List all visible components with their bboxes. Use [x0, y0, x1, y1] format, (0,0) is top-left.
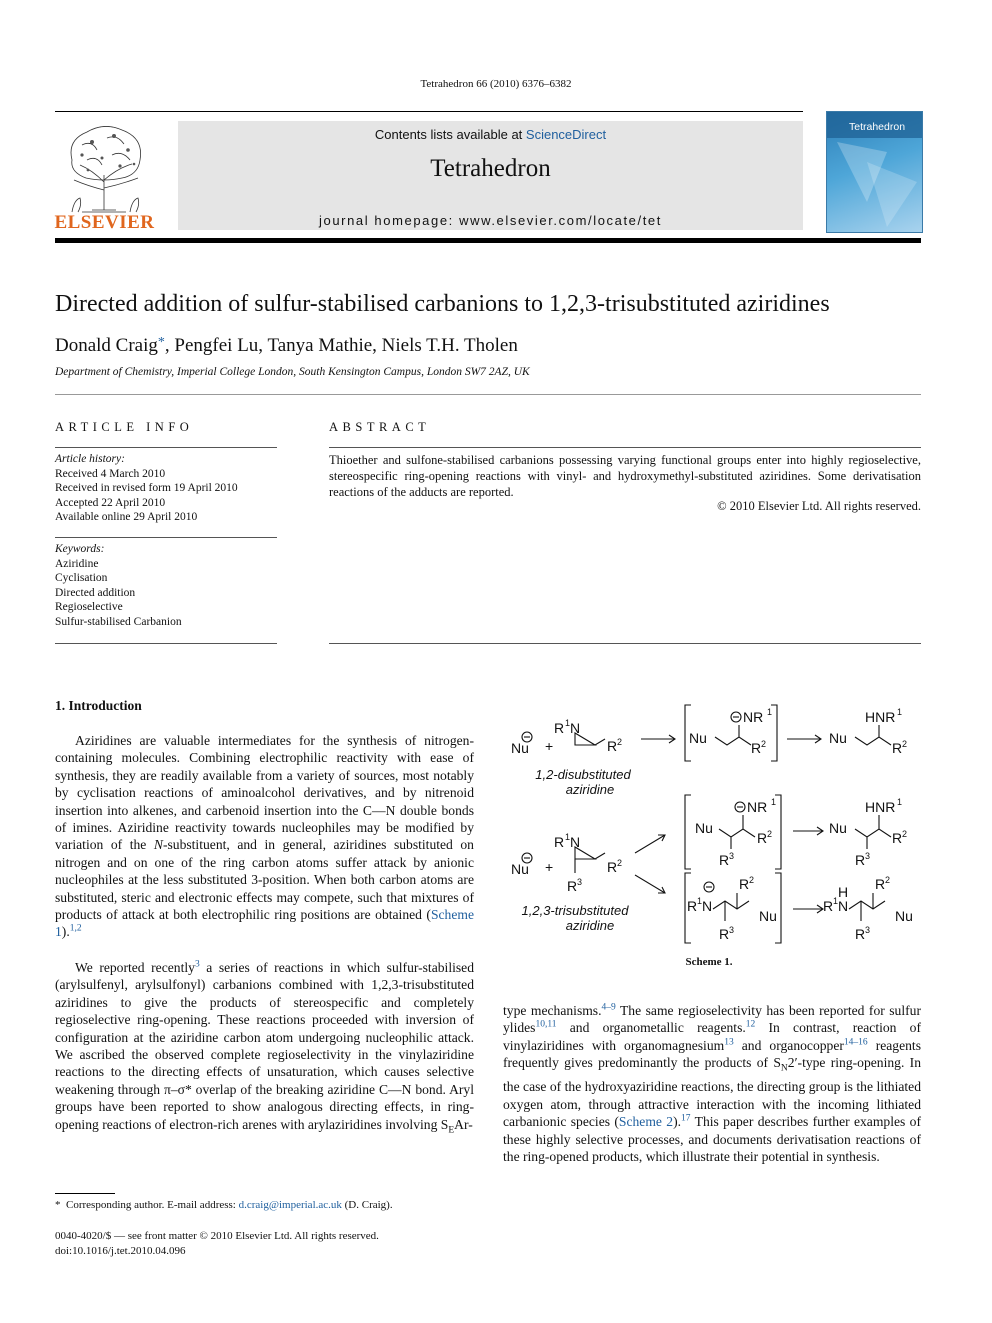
text-run: ). [673, 1114, 682, 1130]
superscript: 3 [865, 925, 871, 935]
text-run: ). [61, 924, 70, 940]
text-run: E [448, 1125, 455, 1136]
superscript: 2 [749, 875, 755, 885]
section-heading-introduction: 1. Introduction [55, 698, 142, 713]
nucleophile-label: Nu [511, 861, 529, 877]
superscript: 1 [565, 718, 571, 728]
intro-paragraph-2-continued [503, 1002, 921, 1165]
text-run: reagents frequently gives predominantly the products of S [503, 1037, 921, 1071]
r2-label: R [607, 738, 618, 754]
r1-label: R [554, 720, 565, 736]
superscript: 1 [897, 707, 903, 717]
text-run: type mechanisms. [503, 1003, 602, 1018]
nitrogen-label: N [570, 720, 581, 736]
r2-label: R [757, 830, 768, 846]
text-run: N [780, 1063, 788, 1074]
issn-doi-block [55, 1229, 379, 1259]
r2-label: R [892, 830, 903, 846]
doi-line[interactable]: doi:10.1016/j.tet.2010.04.096 [55, 1245, 186, 1257]
intro-paragraph-2 [55, 959, 474, 1140]
superscript: 1 [767, 707, 773, 717]
other-authors: , Pengfei Lu, Tanya Mathie, Niels T.H. Tholen [164, 335, 518, 356]
abstract-heading: ABSTRACT [329, 420, 431, 434]
r3-label: R [855, 852, 866, 868]
amine-label: HNR [865, 709, 896, 725]
superscript: 2 [767, 829, 773, 839]
reaction-arrow [635, 835, 665, 853]
author-email-link[interactable]: d.craig@imperial.ac.uk [238, 1199, 342, 1211]
scheme-caption-aziridine: aziridine [565, 782, 615, 797]
scheme-1-link[interactable]: Scheme 1 [55, 907, 474, 940]
scheme-caption-trisubstituted: 1,2,3-trisubstituted [521, 903, 629, 918]
abstract-text: Thioether and sulfone-stabilised carbanions possessing varying functional groups enter into highly regioselective, stereospecific ring-opening reactions with vinyl- and hydroxymethyl-substituted aziridines. Some derivatisation reactions of the adducts are reported. [329, 453, 921, 499]
contents-line [178, 127, 803, 142]
superscript: 3 [729, 925, 735, 935]
text-run: and organocopper [733, 1037, 844, 1053]
nucleophile-label: Nu [511, 740, 529, 756]
article-title: Directed addition of sulfur-stabilised carbanions to 1,2,3-trisubstituted aziridines [55, 291, 830, 317]
journal-citation: Tetrahedron 66 (2010) 6376–6382 [420, 78, 572, 90]
reference-link[interactable]: 13 [724, 1037, 734, 1048]
text-run: 2′-type ring-opening. In the case of the hydroxyaziridine reactions, the directing group is the lithiated oxygen atom, through attractive interaction with the incoming lithiated carbanionic species ( [503, 1055, 921, 1130]
reference-link[interactable]: 14–16 [843, 1037, 868, 1048]
text-run: N [153, 837, 163, 853]
journal-cover-image [826, 111, 923, 233]
r3-label: R [567, 878, 578, 894]
keyword: Aziridine [55, 557, 99, 570]
r2-label: R [739, 876, 750, 892]
journal-homepage[interactable]: journal homepage: www.elsevier.com/locate/tet [319, 213, 662, 228]
r2-label: R [607, 859, 618, 875]
r1-label: R [554, 834, 565, 850]
reference-link[interactable]: 17 [681, 1113, 691, 1124]
footnote-rule [55, 1193, 115, 1194]
superscript: 2 [617, 858, 623, 868]
text-run: -substituent, and in general, aziridines substituted on nitrogen and on one of the ring carbon atoms suffer attack by anionic nucleophiles at the less substituted 3-position. When both carbon atoms are substituted, steric and electronic effects may compete, such that mixtures of products of attack at both electrophilic ring positions are obtained ( [55, 837, 474, 923]
corresponding-author-star[interactable]: * [157, 335, 165, 350]
keyword: Regioselective [55, 601, 123, 613]
hydrogen-label: H [838, 884, 849, 900]
footnote-text: Corresponding author. E-mail address: [66, 1199, 239, 1211]
text-run: The same regioselectivity has been reported for sulfur ylides [503, 1003, 921, 1036]
reference-link[interactable]: 4–9 [601, 1002, 616, 1013]
r1-label: R [823, 898, 834, 914]
cover-title: Tetrahedron [849, 121, 906, 133]
amine-label: HNR [865, 799, 896, 815]
r3-label: R [719, 852, 730, 868]
superscript: 3 [577, 877, 583, 887]
superscript: 2 [902, 739, 908, 749]
superscript: 2 [885, 875, 891, 885]
superscript: 2 [617, 737, 623, 747]
text-run: In contrast, reaction of vinylaziridines with organomagnesium [503, 1020, 922, 1053]
issn-line: 0040-4020/$ — see front matter © 2010 Elsevier Ltd. All rights reserved. [55, 1230, 379, 1242]
r3-label: R [855, 926, 866, 942]
article-info-rule [55, 537, 277, 538]
scheme-2-link[interactable]: Scheme 2 [618, 1114, 674, 1130]
history-label: Article history: [55, 453, 125, 465]
amide-label: NR [743, 709, 764, 725]
footnote-text: (D. Craig). [341, 1199, 393, 1211]
reference-link[interactable]: 1,2 [69, 923, 82, 934]
nucleophile-label: Nu [895, 908, 913, 924]
abstract-rule [329, 643, 921, 644]
superscript: 2 [902, 829, 908, 839]
journal-header-box [178, 121, 803, 230]
text-run: This paper describes further examples of these highly selective processes, and documents derivatisation reactions of the ring-opened products, which illustrate their potential in synthesis. [503, 1114, 921, 1164]
article-info-rule [55, 447, 277, 448]
nitrogen-label: N [838, 898, 849, 914]
text-run: Ar- [454, 1116, 473, 1132]
intro-paragraph-1 [55, 732, 474, 941]
r3-label: R [719, 926, 730, 942]
r2-label: R [751, 740, 762, 756]
scheme-caption-aziridine: aziridine [565, 918, 615, 933]
abstract-rule [329, 447, 921, 448]
superscript: 1 [897, 797, 903, 807]
contents-prefix: Contents lists available at [374, 127, 526, 142]
nitrogen-label: N [570, 834, 581, 850]
article-history [55, 452, 238, 525]
nitrogen-label: N [702, 898, 713, 914]
superscript: 1 [565, 832, 571, 842]
r2-label: R [892, 740, 903, 756]
history-item: Received in revised form 19 April 2010 [55, 482, 238, 494]
nucleophile-label: Nu [689, 730, 707, 746]
keyword: Sulfur-stabilised Carbanion [55, 615, 182, 628]
superscript: 1 [771, 797, 777, 807]
text-run: and organometallic reagents. [556, 1020, 746, 1036]
text-run: a series of reactions in which sulfur-stabilised (arylsulfenyl, arylsulfonyl) carbanions combined with 1,2,3-trisubstituted aziridines to give the products of stereospecific and completely regioselective ring-opening. These reactions proceeded with inversion of configuration at the aziridine carbon atom undergoing nucleophilic attack. We ascribed the observed complete regioselectivity in the vinylaziridine reactions to the directing effects of unsaturation, which causes selective weakening through π–σ* overlap of the breaking aziridine C—N bond. Aryl groups have been reported to show analogous directing effects, in ring-opening reactions of electron-rich arenes with arylaziridines involving S [55, 960, 474, 1132]
nucleophile-label: Nu [829, 820, 847, 836]
superscript: 2 [761, 739, 767, 749]
corresponding-author: Donald Craig [55, 335, 158, 356]
nucleophile-label: Nu [759, 908, 777, 924]
sciencedirect-link[interactable]: ScienceDirect [525, 127, 607, 142]
title-divider [55, 394, 921, 395]
header-top-rule [55, 111, 803, 112]
header-thick-rule [55, 238, 921, 243]
abstract-copyright: © 2010 Elsevier Ltd. All rights reserved. [717, 499, 921, 513]
r1-label: R [687, 898, 698, 914]
scheme-caption-disubstituted: 1,2-disubstituted [535, 767, 631, 782]
article-info-rule [55, 643, 277, 644]
nucleophile-label: Nu [695, 820, 713, 836]
article-info-heading: ARTICLE INFO [55, 420, 194, 434]
corresponding-author-footnote [55, 1199, 393, 1211]
text-run: Aziridines are valuable intermediates for the synthesis of nitrogen-containing molecules. Combining electrophilic reactivity with ease of synthesis, they are readily available from a variety of sources, most notably by cyclisation reactions of aminoalcohol derivatives, and by nitrenoid insertion into alkenes, and carbenoid insertion into the C—N double bonds of imines. Aziridine reactivity towards nucleophiles may be modified by variation of the [55, 733, 474, 853]
plus-sign: + [545, 859, 554, 875]
reference-link[interactable]: 12 [745, 1019, 756, 1030]
reference-link[interactable]: 10,11 [535, 1019, 557, 1030]
history-item: Received 4 March 2010 [55, 467, 166, 480]
text-run: We reported recently [75, 960, 195, 975]
scheme-caption: Scheme 1. [685, 956, 733, 968]
nucleophile-label: Nu [829, 730, 847, 746]
affiliation: Department of Chemistry, Imperial College London, South Kensington Campus, London SW7 2AZ, UK [55, 366, 530, 378]
amide-label: NR [747, 799, 768, 815]
reference-link[interactable]: 3 [194, 959, 200, 970]
author-list [55, 335, 518, 357]
footnote-marker: * [55, 1199, 61, 1211]
superscript: 3 [865, 851, 871, 861]
keyword: Cyclisation [55, 572, 108, 584]
superscript: 1 [833, 896, 839, 906]
scheme-1-diagram [503, 695, 923, 955]
keywords [55, 542, 182, 629]
keywords-label: Keywords: [55, 543, 105, 555]
r2-label: R [875, 876, 886, 892]
superscript: 3 [729, 851, 735, 861]
keyword: Directed addition [55, 586, 136, 599]
plus-sign: + [545, 738, 554, 754]
superscript: 1 [697, 896, 703, 906]
journal-name: Tetrahedron [430, 155, 551, 182]
history-item: Accepted 22 April 2010 [55, 496, 166, 509]
reaction-arrow [635, 875, 665, 893]
history-item: Available online 29 April 2010 [55, 511, 198, 523]
elsevier-wordmark: ELSEVIER [54, 212, 155, 233]
